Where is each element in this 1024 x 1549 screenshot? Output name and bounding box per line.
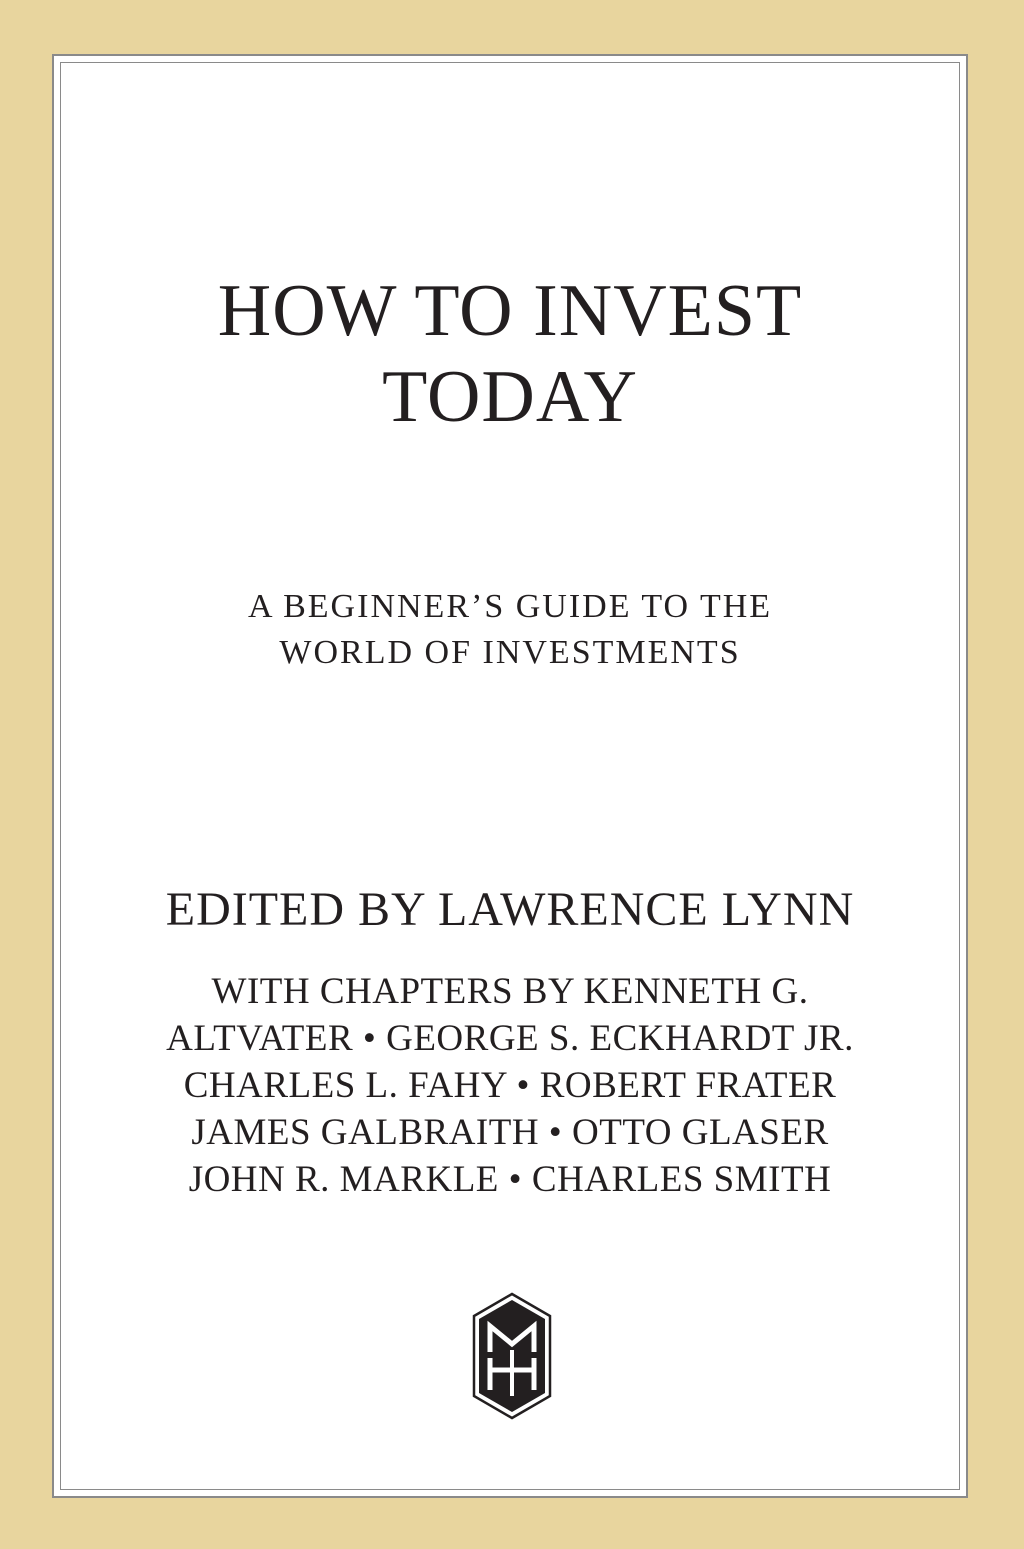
subtitle-line: A BEGINNER’S GUIDE TO THE	[247, 588, 773, 625]
contributors-line: CHARLES L. FAHY • ROBERT FRATER	[183, 1065, 837, 1106]
book-title	[54, 268, 966, 440]
contributors-line: WITH CHAPTERS BY KENNETH G.	[211, 971, 809, 1012]
subtitle-line: WORLD OF INVESTMENTS	[279, 634, 741, 671]
title-line: TODAY	[382, 356, 638, 438]
editor-credit: EDITED BY LAWRENCE LYNN	[165, 883, 855, 936]
contributors-line: JOHN R. MARKLE • CHARLES SMITH	[188, 1159, 832, 1200]
contributors-list	[54, 968, 966, 1203]
contributors-line: ALTVATER • GEORGE S. ECKHARDT JR.	[166, 1018, 854, 1059]
cover-page	[52, 54, 968, 1498]
contributors-line: JAMES GALBRAITH • OTTO GLASER	[191, 1112, 829, 1153]
publisher-monogram-hexagon-icon	[472, 1292, 552, 1420]
book-subtitle	[54, 584, 966, 676]
title-line: HOW TO INVEST	[217, 270, 803, 352]
